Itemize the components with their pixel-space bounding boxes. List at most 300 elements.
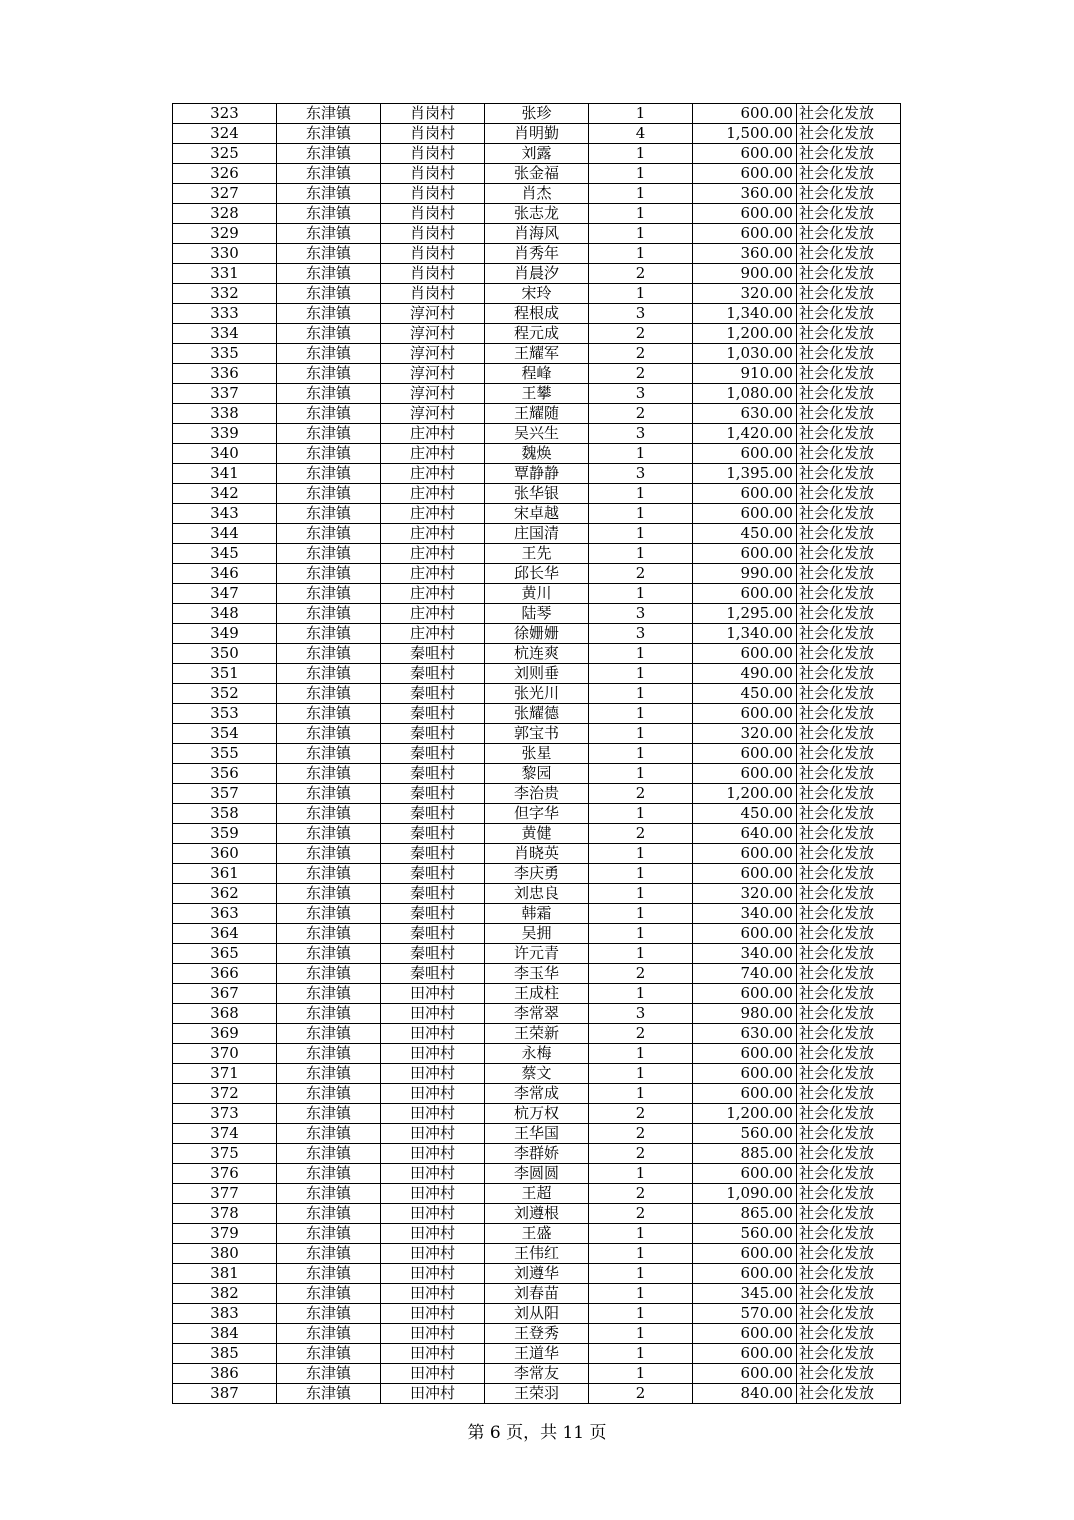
table-row xyxy=(173,1064,901,1084)
amount-cell: 360.00 xyxy=(693,184,797,204)
payment-method-cell: 社会化发放 xyxy=(797,1224,901,1244)
amount-cell: 360.00 xyxy=(693,244,797,264)
village-cell: 秦咀村 xyxy=(381,764,485,784)
amount-cell: 600.00 xyxy=(693,984,797,1004)
payment-method-cell: 社会化发放 xyxy=(797,564,901,584)
row-number-cell: 363 xyxy=(173,904,277,924)
table-row xyxy=(173,824,901,844)
person-name-cell: 郭宝书 xyxy=(485,724,589,744)
table-row xyxy=(173,204,901,224)
row-number-cell: 374 xyxy=(173,1124,277,1144)
row-number-cell: 379 xyxy=(173,1224,277,1244)
village-cell: 肖岗村 xyxy=(381,104,485,124)
household-count-cell: 1 xyxy=(589,864,693,884)
row-number-cell: 331 xyxy=(173,264,277,284)
household-count-cell: 1 xyxy=(589,1044,693,1064)
table-row xyxy=(173,964,901,984)
payment-method-cell: 社会化发放 xyxy=(797,704,901,724)
table-row xyxy=(173,704,901,724)
person-name-cell: 王攀 xyxy=(485,384,589,404)
person-name-cell: 黎园 xyxy=(485,764,589,784)
town-cell: 东津镇 xyxy=(277,144,381,164)
payment-method-cell: 社会化发放 xyxy=(797,504,901,524)
village-cell: 田冲村 xyxy=(381,1364,485,1384)
household-count-cell: 1 xyxy=(589,644,693,664)
person-name-cell: 王华国 xyxy=(485,1124,589,1144)
table-row xyxy=(173,844,901,864)
village-cell: 秦咀村 xyxy=(381,944,485,964)
row-number-cell: 342 xyxy=(173,484,277,504)
village-cell: 秦咀村 xyxy=(381,824,485,844)
town-cell: 东津镇 xyxy=(277,1384,381,1404)
payment-method-cell: 社会化发放 xyxy=(797,1184,901,1204)
person-name-cell: 王登秀 xyxy=(485,1324,589,1344)
person-name-cell: 张星 xyxy=(485,744,589,764)
village-cell: 肖岗村 xyxy=(381,144,485,164)
payment-method-cell: 社会化发放 xyxy=(797,244,901,264)
amount-cell: 560.00 xyxy=(693,1224,797,1244)
amount-cell: 450.00 xyxy=(693,804,797,824)
household-count-cell: 2 xyxy=(589,1124,693,1144)
village-cell: 秦咀村 xyxy=(381,704,485,724)
payment-method-cell: 社会化发放 xyxy=(797,1284,901,1304)
household-count-cell: 1 xyxy=(589,1224,693,1244)
town-cell: 东津镇 xyxy=(277,704,381,724)
person-name-cell: 魏焕 xyxy=(485,444,589,464)
household-count-cell: 1 xyxy=(589,1164,693,1184)
payment-method-cell: 社会化发放 xyxy=(797,304,901,324)
table-row xyxy=(173,1284,901,1304)
row-number-cell: 325 xyxy=(173,144,277,164)
row-number-cell: 373 xyxy=(173,1104,277,1124)
person-name-cell: 徐姗姗 xyxy=(485,624,589,644)
amount-cell: 600.00 xyxy=(693,484,797,504)
town-cell: 东津镇 xyxy=(277,644,381,664)
village-cell: 秦咀村 xyxy=(381,744,485,764)
payment-method-cell: 社会化发放 xyxy=(797,204,901,224)
payment-method-cell: 社会化发放 xyxy=(797,464,901,484)
table-row xyxy=(173,124,901,144)
town-cell: 东津镇 xyxy=(277,684,381,704)
household-count-cell: 1 xyxy=(589,1344,693,1364)
row-number-cell: 334 xyxy=(173,324,277,344)
payment-method-cell: 社会化发放 xyxy=(797,324,901,344)
person-name-cell: 刘露 xyxy=(485,144,589,164)
town-cell: 东津镇 xyxy=(277,1164,381,1184)
town-cell: 东津镇 xyxy=(277,824,381,844)
table-row xyxy=(173,1124,901,1144)
town-cell: 东津镇 xyxy=(277,384,381,404)
table-row xyxy=(173,564,901,584)
household-count-cell: 1 xyxy=(589,804,693,824)
village-cell: 田冲村 xyxy=(381,1164,485,1184)
amount-cell: 740.00 xyxy=(693,964,797,984)
household-count-cell: 3 xyxy=(589,424,693,444)
person-name-cell: 张金福 xyxy=(485,164,589,184)
village-cell: 肖岗村 xyxy=(381,204,485,224)
village-cell: 田冲村 xyxy=(381,984,485,1004)
table-row xyxy=(173,744,901,764)
town-cell: 东津镇 xyxy=(277,264,381,284)
village-cell: 庄冲村 xyxy=(381,624,485,644)
village-cell: 肖岗村 xyxy=(381,224,485,244)
amount-cell: 900.00 xyxy=(693,264,797,284)
village-cell: 淳河村 xyxy=(381,404,485,424)
row-number-cell: 352 xyxy=(173,684,277,704)
village-cell: 秦咀村 xyxy=(381,924,485,944)
row-number-cell: 357 xyxy=(173,784,277,804)
household-count-cell: 2 xyxy=(589,364,693,384)
payment-method-cell: 社会化发放 xyxy=(797,344,901,364)
payment-method-cell: 社会化发放 xyxy=(797,904,901,924)
household-count-cell: 2 xyxy=(589,564,693,584)
household-count-cell: 3 xyxy=(589,604,693,624)
person-name-cell: 王伟红 xyxy=(485,1244,589,1264)
village-cell: 田冲村 xyxy=(381,1004,485,1024)
payment-method-cell: 社会化发放 xyxy=(797,844,901,864)
person-name-cell: 覃静静 xyxy=(485,464,589,484)
town-cell: 东津镇 xyxy=(277,104,381,124)
person-name-cell: 程元成 xyxy=(485,324,589,344)
village-cell: 秦咀村 xyxy=(381,844,485,864)
person-name-cell: 肖晓英 xyxy=(485,844,589,864)
person-name-cell: 刘从阳 xyxy=(485,1304,589,1324)
row-number-cell: 328 xyxy=(173,204,277,224)
person-name-cell: 张耀德 xyxy=(485,704,589,724)
table-row xyxy=(173,504,901,524)
town-cell: 东津镇 xyxy=(277,1084,381,1104)
row-number-cell: 359 xyxy=(173,824,277,844)
table-row xyxy=(173,1384,901,1404)
household-count-cell: 3 xyxy=(589,1004,693,1024)
village-cell: 庄冲村 xyxy=(381,564,485,584)
village-cell: 田冲村 xyxy=(381,1124,485,1144)
amount-cell: 600.00 xyxy=(693,224,797,244)
payment-method-cell: 社会化发放 xyxy=(797,584,901,604)
town-cell: 东津镇 xyxy=(277,244,381,264)
town-cell: 东津镇 xyxy=(277,764,381,784)
town-cell: 东津镇 xyxy=(277,1204,381,1224)
amount-cell: 600.00 xyxy=(693,1364,797,1384)
payment-method-cell: 社会化发放 xyxy=(797,1084,901,1104)
table-row xyxy=(173,384,901,404)
household-count-cell: 1 xyxy=(589,764,693,784)
household-count-cell: 1 xyxy=(589,144,693,164)
amount-cell: 1,200.00 xyxy=(693,784,797,804)
village-cell: 秦咀村 xyxy=(381,964,485,984)
amount-cell: 1,200.00 xyxy=(693,324,797,344)
household-count-cell: 1 xyxy=(589,924,693,944)
row-number-cell: 377 xyxy=(173,1184,277,1204)
table-row xyxy=(173,644,901,664)
household-count-cell: 2 xyxy=(589,824,693,844)
table-row xyxy=(173,164,901,184)
payment-method-cell: 社会化发放 xyxy=(797,1204,901,1224)
amount-cell: 320.00 xyxy=(693,724,797,744)
row-number-cell: 354 xyxy=(173,724,277,744)
household-count-cell: 1 xyxy=(589,884,693,904)
table-row xyxy=(173,944,901,964)
payment-method-cell: 社会化发放 xyxy=(797,124,901,144)
person-name-cell: 李常友 xyxy=(485,1364,589,1384)
payment-method-cell: 社会化发放 xyxy=(797,1064,901,1084)
table-row xyxy=(173,324,901,344)
household-count-cell: 1 xyxy=(589,204,693,224)
row-number-cell: 324 xyxy=(173,124,277,144)
village-cell: 肖岗村 xyxy=(381,244,485,264)
person-name-cell: 李圆圆 xyxy=(485,1164,589,1184)
table-row xyxy=(173,224,901,244)
household-count-cell: 2 xyxy=(589,1104,693,1124)
town-cell: 东津镇 xyxy=(277,724,381,744)
town-cell: 东津镇 xyxy=(277,204,381,224)
village-cell: 庄冲村 xyxy=(381,544,485,564)
town-cell: 东津镇 xyxy=(277,1064,381,1084)
person-name-cell: 王道华 xyxy=(485,1344,589,1364)
row-number-cell: 326 xyxy=(173,164,277,184)
town-cell: 东津镇 xyxy=(277,784,381,804)
row-number-cell: 346 xyxy=(173,564,277,584)
village-cell: 秦咀村 xyxy=(381,644,485,664)
table-row xyxy=(173,1084,901,1104)
payment-method-cell: 社会化发放 xyxy=(797,644,901,664)
town-cell: 东津镇 xyxy=(277,484,381,504)
table-row xyxy=(173,664,901,684)
payment-method-cell: 社会化发放 xyxy=(797,104,901,124)
payment-method-cell: 社会化发放 xyxy=(797,984,901,1004)
household-count-cell: 1 xyxy=(589,164,693,184)
village-cell: 田冲村 xyxy=(381,1304,485,1324)
row-number-cell: 387 xyxy=(173,1384,277,1404)
row-number-cell: 362 xyxy=(173,884,277,904)
amount-cell: 560.00 xyxy=(693,1124,797,1144)
town-cell: 东津镇 xyxy=(277,1304,381,1324)
amount-cell: 1,395.00 xyxy=(693,464,797,484)
person-name-cell: 张华银 xyxy=(485,484,589,504)
row-number-cell: 364 xyxy=(173,924,277,944)
amount-cell: 990.00 xyxy=(693,564,797,584)
town-cell: 东津镇 xyxy=(277,464,381,484)
row-number-cell: 339 xyxy=(173,424,277,444)
payment-method-cell: 社会化发放 xyxy=(797,1164,901,1184)
household-count-cell: 1 xyxy=(589,484,693,504)
amount-cell: 600.00 xyxy=(693,1324,797,1344)
person-name-cell: 陆琴 xyxy=(485,604,589,624)
amount-cell: 1,340.00 xyxy=(693,304,797,324)
row-number-cell: 372 xyxy=(173,1084,277,1104)
household-count-cell: 1 xyxy=(589,704,693,724)
payment-method-cell: 社会化发放 xyxy=(797,384,901,404)
table-row xyxy=(173,984,901,1004)
row-number-cell: 360 xyxy=(173,844,277,864)
amount-cell: 1,500.00 xyxy=(693,124,797,144)
town-cell: 东津镇 xyxy=(277,404,381,424)
town-cell: 东津镇 xyxy=(277,1144,381,1164)
household-count-cell: 2 xyxy=(589,1024,693,1044)
town-cell: 东津镇 xyxy=(277,1324,381,1344)
person-name-cell: 张光川 xyxy=(485,684,589,704)
payment-method-cell: 社会化发放 xyxy=(797,1304,901,1324)
town-cell: 东津镇 xyxy=(277,984,381,1004)
household-count-cell: 1 xyxy=(589,504,693,524)
payment-method-cell: 社会化发放 xyxy=(797,804,901,824)
table-row xyxy=(173,764,901,784)
table-row xyxy=(173,1364,901,1384)
table-row xyxy=(173,244,901,264)
payment-method-cell: 社会化发放 xyxy=(797,744,901,764)
person-name-cell: 肖晨汐 xyxy=(485,264,589,284)
person-name-cell: 杭万权 xyxy=(485,1104,589,1124)
person-name-cell: 永梅 xyxy=(485,1044,589,1064)
amount-cell: 345.00 xyxy=(693,1284,797,1304)
payment-method-cell: 社会化发放 xyxy=(797,224,901,244)
household-count-cell: 2 xyxy=(589,344,693,364)
village-cell: 田冲村 xyxy=(381,1144,485,1164)
person-name-cell: 邱长华 xyxy=(485,564,589,584)
data-table xyxy=(172,103,901,1404)
town-cell: 东津镇 xyxy=(277,1284,381,1304)
table-row xyxy=(173,1224,901,1244)
payment-method-cell: 社会化发放 xyxy=(797,1384,901,1404)
household-count-cell: 1 xyxy=(589,744,693,764)
amount-cell: 600.00 xyxy=(693,924,797,944)
amount-cell: 600.00 xyxy=(693,844,797,864)
household-count-cell: 3 xyxy=(589,384,693,404)
person-name-cell: 李常成 xyxy=(485,1084,589,1104)
household-count-cell: 3 xyxy=(589,304,693,324)
town-cell: 东津镇 xyxy=(277,744,381,764)
payment-method-cell: 社会化发放 xyxy=(797,364,901,384)
row-number-cell: 382 xyxy=(173,1284,277,1304)
payment-method-cell: 社会化发放 xyxy=(797,544,901,564)
table-row xyxy=(173,364,901,384)
row-number-cell: 333 xyxy=(173,304,277,324)
amount-cell: 600.00 xyxy=(693,144,797,164)
village-cell: 肖岗村 xyxy=(381,284,485,304)
household-count-cell: 1 xyxy=(589,684,693,704)
table-row xyxy=(173,1264,901,1284)
village-cell: 庄冲村 xyxy=(381,584,485,604)
household-count-cell: 1 xyxy=(589,104,693,124)
town-cell: 东津镇 xyxy=(277,864,381,884)
town-cell: 东津镇 xyxy=(277,364,381,384)
town-cell: 东津镇 xyxy=(277,884,381,904)
amount-cell: 600.00 xyxy=(693,1044,797,1064)
town-cell: 东津镇 xyxy=(277,1244,381,1264)
amount-cell: 630.00 xyxy=(693,404,797,424)
row-number-cell: 343 xyxy=(173,504,277,524)
village-cell: 秦咀村 xyxy=(381,664,485,684)
amount-cell: 885.00 xyxy=(693,1144,797,1164)
household-count-cell: 1 xyxy=(589,1084,693,1104)
payment-method-cell: 社会化发放 xyxy=(797,924,901,944)
row-number-cell: 338 xyxy=(173,404,277,424)
person-name-cell: 黄健 xyxy=(485,824,589,844)
payment-method-cell: 社会化发放 xyxy=(797,824,901,844)
row-number-cell: 348 xyxy=(173,604,277,624)
town-cell: 东津镇 xyxy=(277,664,381,684)
household-count-cell: 2 xyxy=(589,1184,693,1204)
row-number-cell: 385 xyxy=(173,1344,277,1364)
village-cell: 庄冲村 xyxy=(381,464,485,484)
amount-cell: 840.00 xyxy=(693,1384,797,1404)
person-name-cell: 李群娇 xyxy=(485,1144,589,1164)
village-cell: 秦咀村 xyxy=(381,684,485,704)
town-cell: 东津镇 xyxy=(277,1364,381,1384)
household-count-cell: 1 xyxy=(589,1064,693,1084)
row-number-cell: 344 xyxy=(173,524,277,544)
person-name-cell: 蔡文 xyxy=(485,1064,589,1084)
payment-method-cell: 社会化发放 xyxy=(797,484,901,504)
row-number-cell: 371 xyxy=(173,1064,277,1084)
household-count-cell: 1 xyxy=(589,444,693,464)
payment-method-cell: 社会化发放 xyxy=(797,1044,901,1064)
town-cell: 东津镇 xyxy=(277,184,381,204)
table-row xyxy=(173,424,901,444)
payment-method-cell: 社会化发放 xyxy=(797,664,901,684)
household-count-cell: 1 xyxy=(589,524,693,544)
table-row xyxy=(173,444,901,464)
village-cell: 秦咀村 xyxy=(381,804,485,824)
person-name-cell: 程峰 xyxy=(485,364,589,384)
village-cell: 秦咀村 xyxy=(381,784,485,804)
amount-cell: 600.00 xyxy=(693,644,797,664)
town-cell: 东津镇 xyxy=(277,1104,381,1124)
town-cell: 东津镇 xyxy=(277,324,381,344)
payment-method-cell: 社会化发放 xyxy=(797,284,901,304)
row-number-cell: 369 xyxy=(173,1024,277,1044)
table-row xyxy=(173,344,901,364)
household-count-cell: 1 xyxy=(589,1244,693,1264)
person-name-cell: 王盛 xyxy=(485,1224,589,1244)
person-name-cell: 刘忠良 xyxy=(485,884,589,904)
table-row xyxy=(173,904,901,924)
person-name-cell: 刘春苗 xyxy=(485,1284,589,1304)
amount-cell: 600.00 xyxy=(693,444,797,464)
village-cell: 淳河村 xyxy=(381,384,485,404)
household-count-cell: 1 xyxy=(589,724,693,744)
town-cell: 东津镇 xyxy=(277,304,381,324)
payment-method-cell: 社会化发放 xyxy=(797,884,901,904)
table-row xyxy=(173,1024,901,1044)
village-cell: 田冲村 xyxy=(381,1084,485,1104)
town-cell: 东津镇 xyxy=(277,544,381,564)
row-number-cell: 376 xyxy=(173,1164,277,1184)
payment-method-cell: 社会化发放 xyxy=(797,144,901,164)
row-number-cell: 337 xyxy=(173,384,277,404)
payment-method-cell: 社会化发放 xyxy=(797,1124,901,1144)
payment-method-cell: 社会化发放 xyxy=(797,1324,901,1344)
person-name-cell: 吴拥 xyxy=(485,924,589,944)
table-row xyxy=(173,724,901,744)
row-number-cell: 335 xyxy=(173,344,277,364)
table-row xyxy=(173,1204,901,1224)
village-cell: 田冲村 xyxy=(381,1044,485,1064)
town-cell: 东津镇 xyxy=(277,1024,381,1044)
person-name-cell: 刘则垂 xyxy=(485,664,589,684)
village-cell: 肖岗村 xyxy=(381,164,485,184)
household-count-cell: 1 xyxy=(589,184,693,204)
person-name-cell: 张珍 xyxy=(485,104,589,124)
town-cell: 东津镇 xyxy=(277,344,381,364)
payment-method-cell: 社会化发放 xyxy=(797,604,901,624)
payment-method-cell: 社会化发放 xyxy=(797,624,901,644)
table-row xyxy=(173,584,901,604)
amount-cell: 1,090.00 xyxy=(693,1184,797,1204)
town-cell: 东津镇 xyxy=(277,1124,381,1144)
person-name-cell: 但字华 xyxy=(485,804,589,824)
row-number-cell: 327 xyxy=(173,184,277,204)
